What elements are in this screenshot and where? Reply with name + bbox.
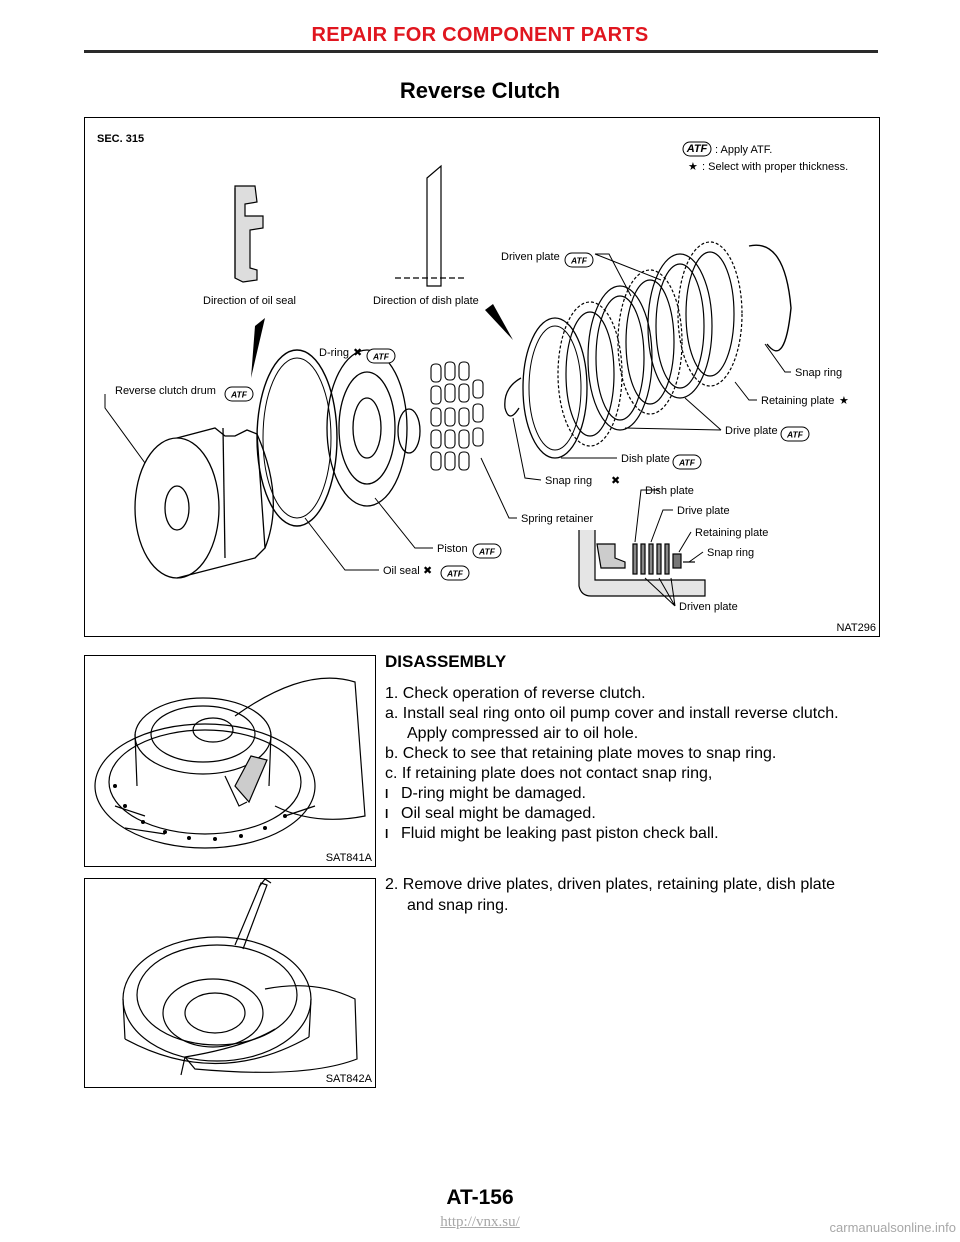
bullet-d-ring: l D-ring might be damaged. [385, 785, 586, 802]
step-2-line1: 2. Remove drive plates, driven plates, retaining plate, dish plate [385, 876, 836, 893]
bullet-icon: l [385, 827, 389, 841]
oil-seal-cross-icon: ✖ [423, 565, 433, 577]
oil-seal-arrow-icon [251, 318, 265, 378]
oil-seal-section-icon [235, 186, 263, 282]
star-icon: ★ [688, 161, 698, 173]
header-rule [84, 50, 878, 53]
label-driven-plate: Driven plate [501, 251, 560, 263]
step-1b: b. Check to see that retaining plate moves to snap ring. [385, 745, 777, 762]
page-title: Reverse Clutch [399, 78, 561, 103]
figure-code-sat842a: SAT842A [325, 1073, 372, 1085]
step-2-line2: and snap ring. [407, 897, 509, 914]
small-snap-ring-icon [505, 378, 521, 416]
clutch-air-check-drawing [85, 656, 375, 866]
bullet-icon: l [385, 807, 389, 821]
bullet-oil-seal: l Oil seal might be damaged. [385, 805, 596, 822]
label-oil-seal: Oil seal [383, 565, 420, 577]
label-spring-retainer: Spring retainer [521, 513, 594, 525]
atf-icon [225, 387, 253, 401]
label-detail-dish-plate: Dish plate [645, 485, 694, 497]
label-dish-plate: Dish plate [621, 453, 670, 465]
d-ring-icon [398, 409, 420, 453]
sec-number: SEC. 315 [97, 133, 145, 145]
step-1a-cont: Apply compressed air to oil hole. [407, 725, 639, 742]
step-1a: a. Install seal ring onto oil pump cover and install reverse clutch. [385, 705, 839, 722]
label-piston: Piston [437, 543, 468, 555]
section-header: REPAIR FOR COMPONENT PARTS [311, 24, 649, 46]
exploded-view-figure [84, 112, 880, 637]
retaining-plate-star-icon: ★ [839, 395, 849, 407]
step-2 [385, 874, 885, 916]
label-detail-retaining-plate: Retaining plate [695, 527, 769, 539]
label-d-ring: D-ring [319, 347, 349, 359]
oil-seal-ring-icon [257, 350, 337, 526]
label-detail-drive-plate: Drive plate [677, 505, 730, 517]
label-direction-dish-plate: Direction of dish plate [373, 295, 479, 307]
bullet-icon: l [385, 787, 389, 801]
page-number: AT-156 [446, 1186, 514, 1209]
large-snap-ring-icon [749, 245, 791, 351]
disassembly-section [385, 652, 885, 844]
legend-atf-badge: ATF [686, 143, 708, 155]
snap-ring-cross-icon: ✖ [611, 475, 621, 487]
watermark: carmanualsonline.info [829, 1220, 956, 1235]
disassembly-heading: DISASSEMBLY [385, 652, 507, 671]
step-1c: c. If retaining plate does not contact snap ring, [385, 765, 713, 782]
label-snap-ring-small: Snap ring [545, 475, 593, 487]
label-detail-driven-plate: Driven plate [679, 601, 738, 613]
photo-figure-sat842a [84, 878, 376, 1088]
dish-plate-section-icon [395, 166, 465, 286]
reverse-clutch-drum-icon [135, 428, 273, 578]
label-retaining-plate: Retaining plate [761, 395, 835, 407]
piston-icon [327, 350, 407, 506]
label-detail-snap-ring: Snap ring [707, 547, 755, 559]
label-reverse-clutch-drum: Reverse clutch drum [115, 385, 216, 397]
d-ring-cross-icon: ✖ [353, 347, 363, 359]
label-drive-plate: Drive plate [725, 425, 778, 437]
footer-link[interactable]: http://vnx.su/ [440, 1214, 520, 1230]
dish-plate-arrow-icon [485, 304, 513, 340]
legend-apply-atf: : Apply ATF. [715, 144, 773, 156]
bullet-check-ball: l Fluid might be leaking past piston check ball. [385, 825, 719, 842]
dish-plate-icon [523, 318, 587, 458]
spring-retainer-icon [431, 362, 483, 470]
step-1: 1. Check operation of reverse clutch. [385, 685, 646, 702]
legend [683, 142, 848, 173]
photo-figure-sat841a [84, 655, 376, 867]
exploded-view-drawing: ATF SEC. 315 ATF : Apply ATF. ★ : Select with proper thickness. Direction of oil seal Direction of dish plate Reverse clutch drum D-ring ✖ Driven plate Snap ring Retaining plate ★ Drive plate Dish plate Snap ring ✖ Spring retainer Piston Oil seal ✖ Dish plate Drive plate Retaining plate Snap ring Driven plate [91, 112, 849, 613]
legend-select-thickness: : Select with proper thickness. [702, 161, 849, 173]
figure-code-sat841a: SAT841A [325, 852, 372, 864]
plate-removal-drawing [85, 879, 375, 1087]
label-snap-ring: Snap ring [795, 367, 843, 379]
plate-stack-icon [558, 242, 742, 446]
label-direction-oil-seal: Direction of oil seal [203, 295, 296, 307]
figure-code-nat296: NAT296 [836, 622, 876, 634]
